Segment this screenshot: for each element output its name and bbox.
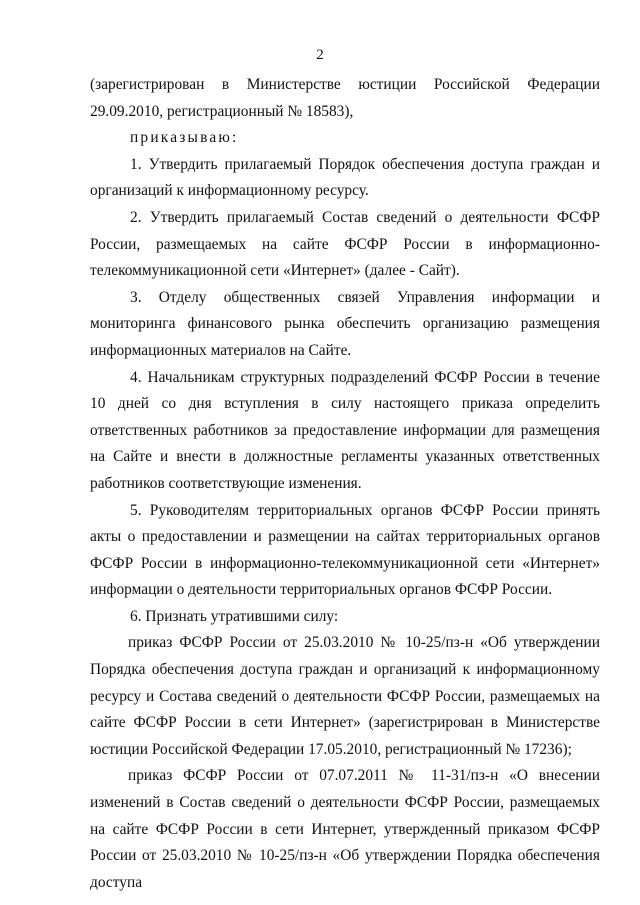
page-number: 2 (316, 47, 324, 63)
document-body (90, 72, 600, 896)
repealed-order-2: приказ ФСФР России от 07.07.2011 № 11-31/пз-н «О внесении изменений в Состав сведений о деятельности ФСФР России, размещаемых на сайте ФСФР России в сети Интернет, утвержденный приказом ФСФР России от 25.03.2010 № 10-25/пз-н «Об утверждении Порядка обеспечения доступа (90, 767, 600, 891)
clause-4: 4. Начальникам структурных подразделений ФСФР России в течение 10 дней со дня вступления в силу настоящего приказа определить ответственных работников за предоставление информации для размещения на Сайте и внести в должностные регламенты указанных ответственных работников соответствующие изменения. (90, 368, 600, 492)
clause-1: 1. Утвердить прилагаемый Порядок обеспечения доступа граждан и организаций к информационному ресурсу. (90, 155, 600, 200)
clause-5: 5. Руководителям территориальных органов ФСФР России принять акты о предоставлении и размещении на сайтах территориальных органов ФСФР России в информационно-телекоммуникационной сети «Интернет» информации о деятельности территориальных органов ФСФР России. (90, 501, 600, 599)
clause-3: 3. Отделу общественных связей Управления информации и мониторинга финансового рынка обеспечить организацию размещения информационных материалов на Сайте. (90, 288, 600, 359)
repealed-order-1: приказ ФСФР России от 25.03.2010 № 10-25/пз-н «Об утверждении Порядка обеспечения доступа граждан и организаций к информационному ресурсу и Состава сведений о деятельности ФСФР России, размещаемых на сайте ФСФР России в сети Интернет» (зарегистрирован в Министерстве юстиции Российской Федерации 17.05.2010, регистрационный № 17236); (90, 634, 600, 758)
registration-note: (зарегистрирован в Министерстве юстиции Российской Федерации 29.09.2010, регистрационный № 18583), (90, 76, 600, 120)
clause-2: 2. Утвердить прилагаемый Состав сведений о деятельности ФСФР России, размещаемых на сайте ФСФР России в информационно-телекоммуникационной сети «Интернет» (далее - Сайт). (90, 208, 600, 280)
clause-6: 6. Признать утратившими силу: (130, 607, 339, 625)
order-word: приказываю: (130, 129, 239, 147)
